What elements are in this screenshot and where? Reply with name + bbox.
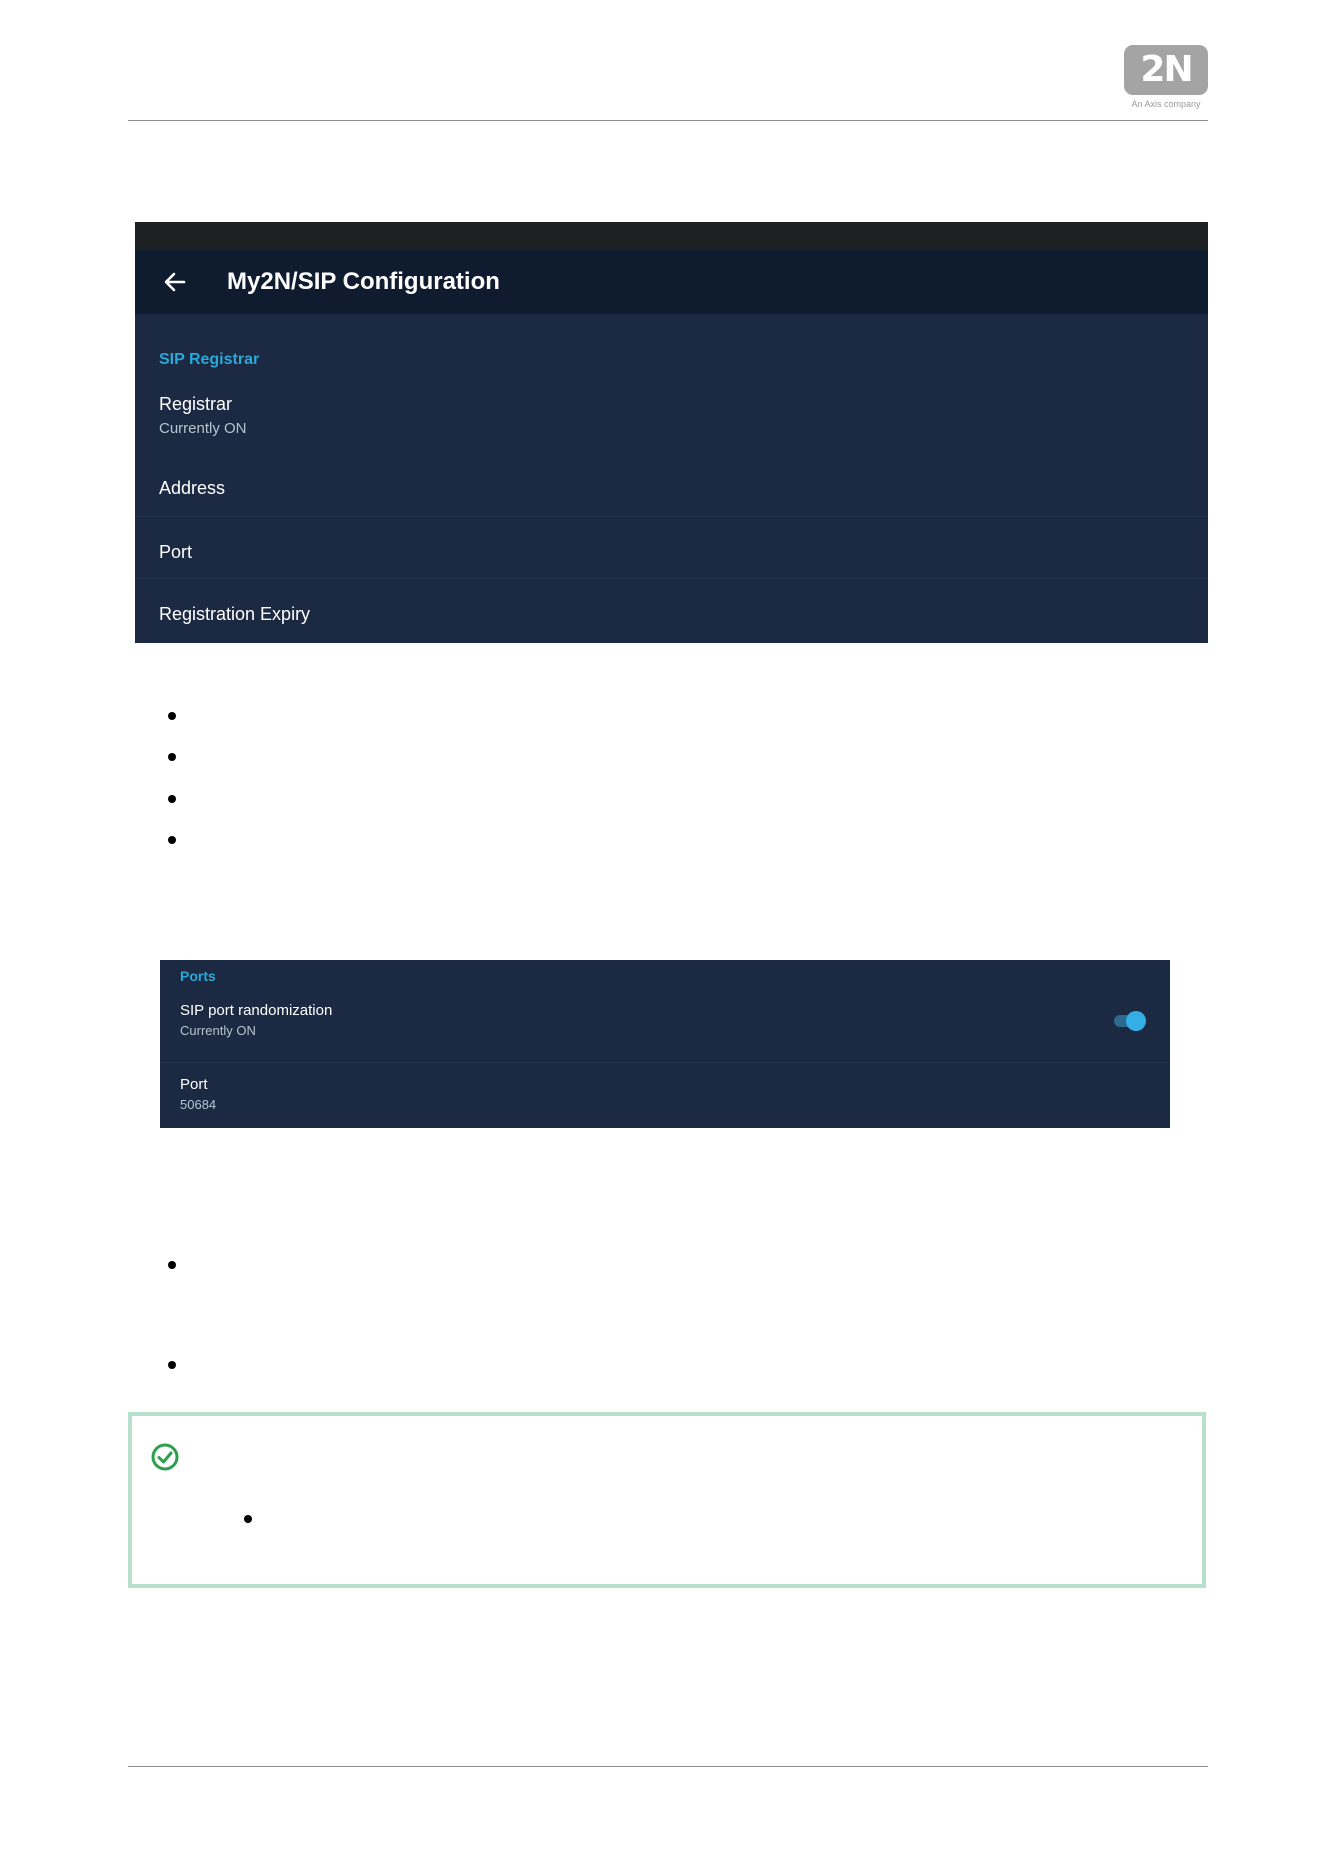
item-subtitle: Currently ON [180, 1023, 256, 1038]
status-bar [135, 222, 1208, 250]
list-item-port[interactable] [135, 532, 1208, 582]
section-label-ports: Ports [180, 968, 216, 984]
item-subtitle: Currently ON [159, 420, 247, 437]
section-label-sip-registrar: SIP Registrar [159, 351, 260, 368]
sip-configuration-screenshot [135, 222, 1208, 643]
toggle-thumb [1126, 1011, 1146, 1031]
check-circle-icon [150, 1442, 180, 1472]
tip-box [128, 1412, 1206, 1588]
toolbar [135, 250, 1208, 314]
ports-settings-screenshot [160, 960, 1170, 1128]
item-title: Port [180, 1076, 208, 1093]
item-title: Port [159, 542, 193, 562]
logo-tagline: An Axis company [1131, 99, 1201, 109]
divider [160, 1062, 1170, 1063]
back-arrow-icon[interactable] [155, 262, 195, 302]
item-title: SIP port randomization [180, 1002, 333, 1019]
bullet [168, 753, 176, 761]
bullet [168, 1261, 176, 1269]
bullet [168, 712, 176, 720]
logo-text: 2N [1140, 49, 1192, 90]
item-title: Address [159, 478, 226, 498]
bullet [168, 795, 176, 803]
list-item-address[interactable] [135, 466, 1208, 516]
list-item-sip-port-randomization[interactable] [160, 998, 1170, 1054]
company-logo [1124, 45, 1208, 95]
bullet [244, 1515, 252, 1523]
bullet [168, 1361, 176, 1369]
list-item-registration-expiry[interactable] [135, 594, 1208, 643]
divider [135, 516, 1208, 517]
item-subtitle: 50684 [180, 1097, 217, 1112]
header-rule [128, 120, 1208, 121]
list-item-port[interactable] [160, 1072, 1170, 1128]
bullet [168, 836, 176, 844]
list-item-registrar[interactable] [135, 382, 1208, 466]
item-title: Registration Expiry [159, 604, 311, 624]
footer-rule [128, 1766, 1208, 1767]
toolbar-title: My2N/SIP Configuration [227, 268, 500, 295]
item-title: Registrar [159, 394, 233, 414]
sip-port-randomization-toggle[interactable] [1114, 1009, 1146, 1033]
